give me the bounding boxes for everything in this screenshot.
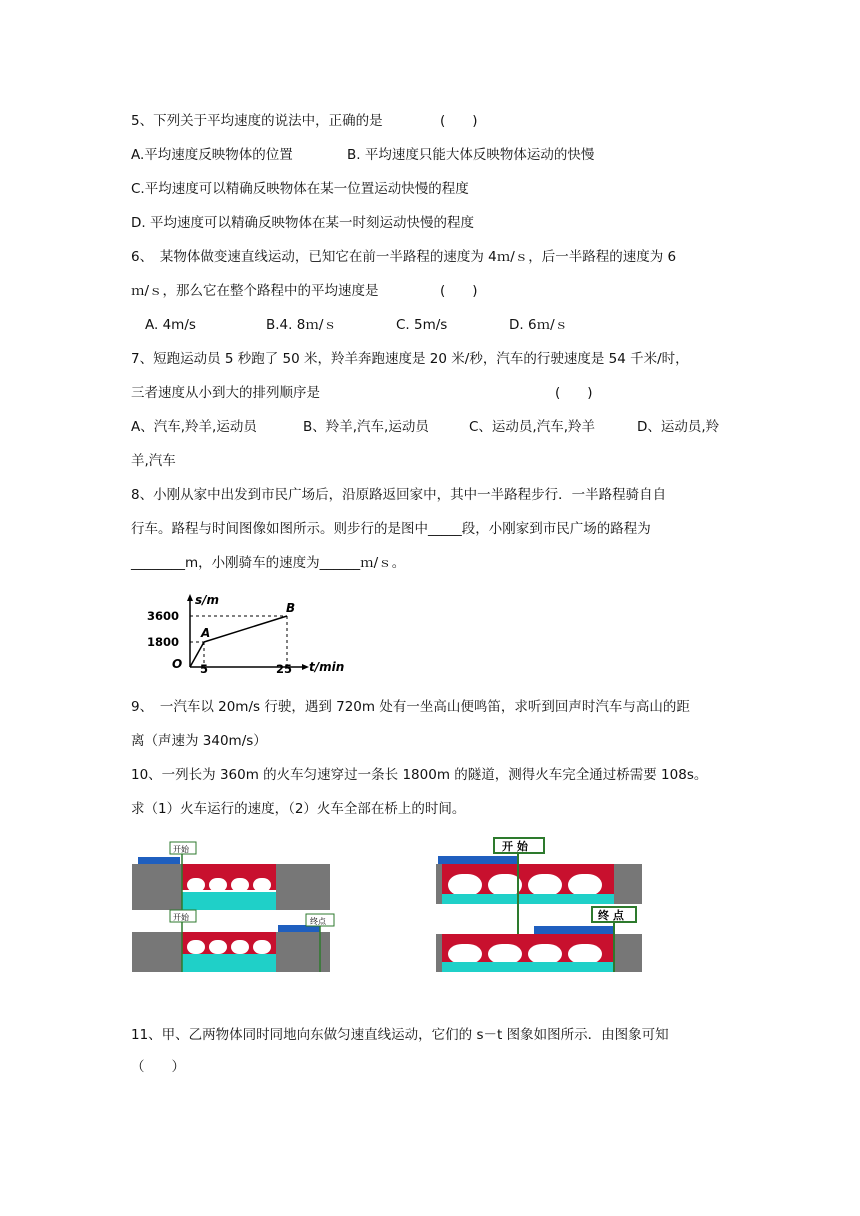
y-axis-label: s/m — [195, 593, 220, 607]
bridge-arches — [182, 872, 276, 892]
q7-option-d-continued: 羊,汽车 — [131, 453, 176, 469]
q7-option-d: D、运动员,羚 — [637, 419, 720, 435]
y-tick-1800: 1800 — [147, 635, 180, 649]
ground-left-2 — [132, 932, 182, 972]
ground-right-2 — [276, 932, 330, 972]
q7-option-c: C、运动员,汽车,羚羊 — [469, 419, 596, 435]
bridge-deck — [182, 864, 276, 872]
q6-stem-line2: ｍ/ｓ，那么它在整个路程中的平均速度是 — [131, 283, 379, 299]
train — [138, 857, 180, 864]
train-right — [438, 856, 518, 864]
end-sign-label: 终点 — [310, 917, 326, 926]
q8-stem-line2: 行车。路程与时间图像如图所示。则步行的是图中_____段，小刚家到市民广场的路程为 — [131, 521, 651, 537]
y-tick-3600: 3600 — [147, 609, 180, 623]
q7-option-a: A、汽车,羚羊,运动员 — [131, 419, 257, 435]
q5-option-c: C.平均速度可以精确反映物体在某一位置运动快慢的程度 — [131, 181, 469, 197]
x-axis-arrow — [302, 664, 309, 670]
q10-stem-line2: 求（1）火车运行的速度，（2）火车全部在桥上的时间。 — [131, 801, 466, 817]
end-sign-big-label: 终 点 — [598, 909, 624, 922]
q7-answer-paren: ( ) — [555, 385, 593, 401]
q8-stem-line3: ________m，小刚骑车的速度为______ｍ/ｓ。 — [131, 555, 406, 571]
ground-right — [276, 864, 330, 910]
q6-option-c: C. 5m/s — [396, 317, 448, 333]
water — [182, 892, 276, 910]
origin-label: O — [172, 657, 183, 671]
q10-figure-left — [130, 838, 336, 974]
x-tick-25: 25 — [276, 662, 293, 676]
start-sign-label: 开始 — [173, 845, 189, 854]
q9-stem-line1: 9、 一汽车以 20m/s 行驶，遇到 720m 处有一坐高山便鸣笛，求听到回声时汽车与高山的距 — [131, 699, 690, 715]
q5-option-b: B. 平均速度只能大体反映物体运动的快慢 — [347, 147, 595, 163]
q6-answer-paren: ( ) — [440, 283, 478, 299]
q11-stem: 11、甲、乙两物体同时同地向东做匀速直线运动，它们的 s－t 图象如图所示．由图象可知 — [131, 1027, 669, 1043]
q5-stem: 5、下列关于平均速度的说法中，正确的是 — [131, 113, 383, 129]
segment-ab — [204, 616, 287, 642]
train-right-2 — [534, 926, 614, 934]
q10-figure-right — [432, 836, 646, 976]
point-a-label: A — [201, 626, 211, 640]
q5-answer-paren: ( ) — [440, 113, 478, 129]
x-tick-5: 5 — [200, 662, 209, 676]
q8-stem-line1: 8、小刚从家中出发到市民广场后，沿原路返回家中，其中一半路程步行．一半路程骑自自 — [131, 487, 667, 503]
x-axis-label: t/min — [309, 660, 345, 674]
y-axis-arrow — [187, 594, 193, 601]
point-b-label: B — [286, 601, 296, 615]
start-sign-label-2: 开始 — [173, 913, 189, 922]
q11-answer-paren: （ ） — [131, 1059, 185, 1075]
ground-left — [132, 864, 182, 910]
q10-stem-line1: 10、一列长为 360m 的火车匀速穿过一条长 1800m 的隧道，测得火车完全通过桥需要 108s。 — [131, 767, 708, 783]
q6-stem-line1: 6、 某物体做变速直线运动，已知它在前一半路程的速度为 4ｍ/ｓ，后一半路程的速度为 6 — [131, 249, 677, 265]
q7-stem-line2: 三者速度从小到大的排列顺序是 — [131, 385, 320, 401]
q8-distance-time-graph — [147, 590, 355, 676]
q9-stem-line2: 离（声速为 340m/s） — [131, 733, 267, 749]
start-sign-big-label: 开 始 — [502, 840, 528, 853]
q6-option-b: B.4. 8ｍ/ｓ — [266, 317, 337, 333]
q6-option-a: A. 4m/s — [145, 317, 196, 333]
q7-option-b: B、羚羊,汽车,运动员 — [303, 419, 429, 435]
q7-stem-line1: 7、短跑运动员 5 秒跑了 50 米，羚羊奔跑速度是 20 米/秒，汽车的行驶速度是 54 千米/时， — [131, 351, 689, 367]
q5-option-d: D. 平均速度可以精确反映物体在某一时刻运动快慢的程度 — [131, 215, 474, 231]
q6-option-d: D. 6ｍ/ｓ — [509, 317, 569, 333]
q5-option-a: A.平均速度反映物体的位置 — [131, 147, 293, 163]
